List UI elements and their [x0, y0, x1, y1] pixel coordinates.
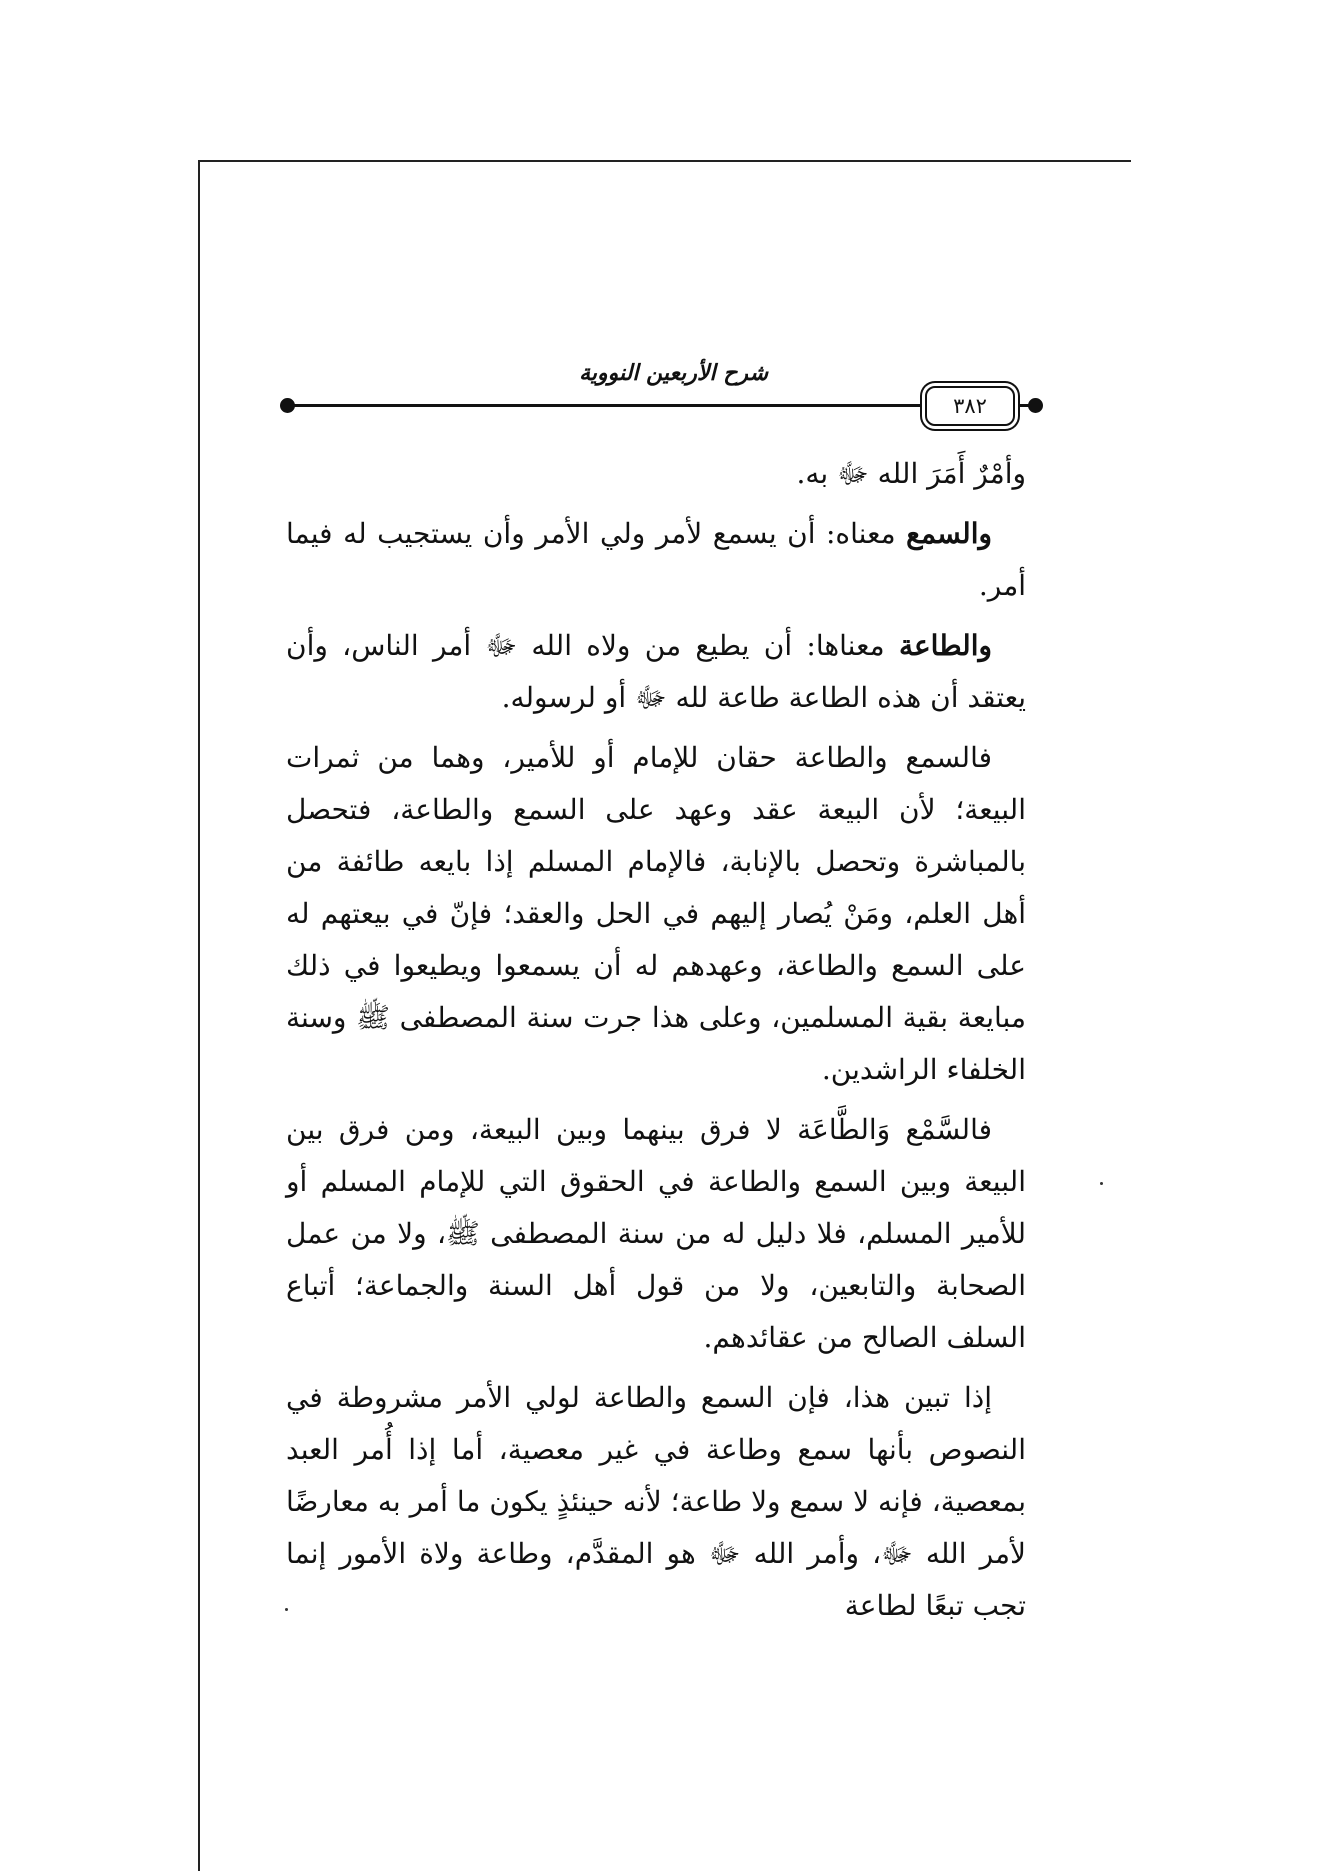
stray-mark: [1100, 1182, 1103, 1185]
paragraph-continuation: وأمْرٌ أَمَرَ الله ﷻ به.: [796, 457, 1026, 490]
rule-ornament-right: [1028, 398, 1043, 413]
paragraph-obedience-definition: [286, 620, 1026, 724]
rule-ornament-left: [280, 398, 295, 413]
term-hearing: والسمع: [906, 517, 992, 550]
paragraph-condition: إذا تبين هذا، فإن السمع والطاعة لولي الأمر مشروطة في النصوص بأنها سمع وطاعة في غير معصية، أما إذا أُمر العبد بمعصية، فإنه لا سمع ولا طاعة؛ لأنه حينئذٍ يكون ما أمر به معارضًا لأمر الله ﷻ، وأمر الله ﷻ هو المقدَّم، وطاعة ولاة الأمور إنما تجب تبعًا لطاعة: [286, 1381, 1026, 1622]
page-crop-line-left: [198, 160, 200, 1871]
paragraph-text: معناه: أن يسمع لأمر ولي الأمر وأن يستجيب له فيما أمر.: [286, 517, 1026, 602]
body-text: [286, 448, 1026, 1640]
stray-mark: [285, 1608, 288, 1611]
running-title: شرح الأربعين النووية: [579, 360, 768, 386]
page-header: [280, 356, 1043, 426]
header-rule: [290, 404, 1033, 407]
paragraph-pledge: فالسمع والطاعة حقان للإمام أو للأمير، وهما من ثمرات البيعة؛ لأن البيعة عقد وعهد على السمع والطاعة، فتحصل بالمباشرة وتحصل بالإنابة، فالإمام المسلم إذا بايعه طائفة من أهل العلم، ومَنْ يُصار إليهم في الحل والعقد؛ فإنّ في بيعتهم له على السمع والطاعة، وعهدهم له أن يسمعوا ويطيعوا في ذلك مبايعة بقية المسلمين، وعلى هذا جرت سنة المصطفى ﷺ وسنة الخلفاء الراشدين.: [286, 741, 1026, 1086]
paragraph-text: معناها: أن يطيع من ولاه الله ﷻ أمر الناس، وأن يعتقد أن هذه الطاعة طاعة لله ﷻ أو لرسوله.: [286, 629, 1026, 714]
term-obedience: والطاعة: [898, 629, 992, 662]
paragraph-hearing-definition: [286, 508, 1026, 612]
paragraph-no-difference: فالسَّمْع وَالطَّاعَة لا فرق بينهما وبين البيعة، ومن فرق بين البيعة وبين السمع والطاعة في الحقوق التي للإمام المسلم أو للأمير المسلم، فلا دليل له من سنة المصطفى ﷺ، ولا من عمل الصحابة والتابعين، ولا من قول أهل السنة والجماعة؛ أتباع السلف الصالح من عقائدهم.: [286, 1113, 1026, 1354]
page-crop-line-top: [198, 160, 1131, 162]
page-number: ٣٨٢: [925, 386, 1015, 426]
